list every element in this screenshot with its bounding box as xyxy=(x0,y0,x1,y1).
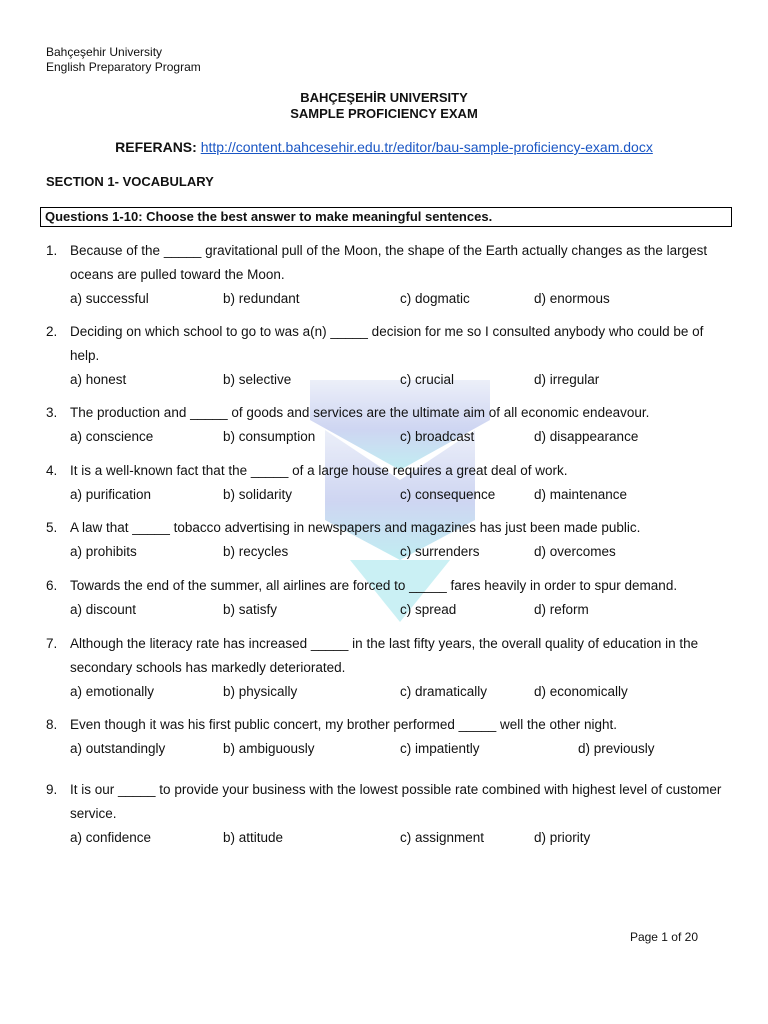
question-number: 2. xyxy=(46,324,58,339)
option-d: d) maintenance xyxy=(534,487,628,502)
option-d: d) reform xyxy=(534,602,589,617)
option-d: d) disappearance xyxy=(534,429,639,444)
question-1 xyxy=(46,239,736,311)
question-5 xyxy=(46,516,736,564)
option-a: a) prohibits xyxy=(70,544,137,559)
option-d: d) overcomes xyxy=(534,544,616,559)
option-c: c) consequence xyxy=(400,487,496,502)
question-text: Because of the _____ gravitational pull of the Moon, the shape of the Earth actually changes as the largest oceans are pulled toward the Moon. xyxy=(70,243,708,282)
section-title: SECTION 1- VOCABULARY xyxy=(46,174,214,189)
document-header xyxy=(46,45,201,75)
question-number: 5. xyxy=(46,520,58,535)
option-c: c) crucial xyxy=(400,372,455,387)
option-a: a) successful xyxy=(70,291,149,306)
question-number: 3. xyxy=(46,405,58,420)
question-3 xyxy=(46,401,736,449)
question-text: Even though it was his first public concert, my brother performed _____ well the other night. xyxy=(70,717,618,732)
question-2 xyxy=(46,320,736,392)
option-a: a) conscience xyxy=(70,429,154,444)
option-a: a) confidence xyxy=(70,830,152,845)
option-d: d) irregular xyxy=(534,372,600,387)
option-d: d) previously xyxy=(578,741,655,756)
question-number: 8. xyxy=(46,717,58,732)
question-number: 7. xyxy=(46,636,58,651)
option-c: c) surrenders xyxy=(400,544,480,559)
reference-link[interactable]: http://content.bahcesehir.edu.tr/editor/bau-sample-proficiency-exam.docx xyxy=(200,139,653,155)
option-d: d) economically xyxy=(534,684,628,699)
option-d: d) priority xyxy=(534,830,591,845)
instruction-box: Questions 1-10: Choose the best answer to make meaningful sentences. xyxy=(40,207,732,227)
option-b: b) ambiguously xyxy=(223,741,315,756)
option-b: b) recycles xyxy=(223,544,289,559)
page-number: Page 1 of 20 xyxy=(629,930,698,944)
option-a: a) honest xyxy=(70,372,127,387)
option-b: b) selective xyxy=(223,372,292,387)
question-number: 4. xyxy=(46,463,58,478)
question-number: 1. xyxy=(46,243,58,258)
option-b: b) redundant xyxy=(223,291,300,306)
question-text: It is a well-known fact that the _____ of a large house requires a great deal of work. xyxy=(70,463,568,478)
question-text: Deciding on which school to go to was a(n) _____ decision for me so I consulted anybody who could be of help. xyxy=(70,324,704,363)
option-a: a) emotionally xyxy=(70,684,155,699)
option-a: a) discount xyxy=(70,602,137,617)
option-c: c) impatiently xyxy=(400,741,480,756)
exam-title-block xyxy=(0,90,768,122)
question-text: The production and _____ of goods and services are the ultimate aim of all economic endeavour. xyxy=(70,405,650,420)
question-7 xyxy=(46,632,736,704)
question-text: Although the literacy rate has increased _____ in the last fifty years, the overall quality of education in the secondary schools has markedly deteriorated. xyxy=(70,636,699,675)
program-name: English Preparatory Program xyxy=(46,60,201,74)
option-c: c) dramatically xyxy=(400,684,488,699)
question-4 xyxy=(46,459,736,507)
option-c: c) spread xyxy=(400,602,457,617)
option-b: b) satisfy xyxy=(223,602,278,617)
reference-line xyxy=(0,139,768,155)
question-text: Towards the end of the summer, all airlines are forced to _____ fares heavily in order to spur demand. xyxy=(70,578,678,593)
option-b: b) physically xyxy=(223,684,298,699)
option-b: b) consumption xyxy=(223,429,316,444)
question-text: A law that _____ tobacco advertising in newspapers and magazines has just been made public. xyxy=(70,520,641,535)
question-9 xyxy=(46,778,736,850)
question-6 xyxy=(46,574,736,622)
question-text: It is our _____ to provide your business with the lowest possible rate combined with highest level of customer service. xyxy=(70,782,722,821)
option-c: c) broadcast xyxy=(400,429,475,444)
option-a: a) outstandingly xyxy=(70,741,166,756)
question-number: 9. xyxy=(46,782,58,797)
option-c: c) dogmatic xyxy=(400,291,470,306)
question-8 xyxy=(46,713,736,761)
institution-name: Bahçeşehir University xyxy=(46,45,163,59)
exam-title: SAMPLE PROFICIENCY EXAM xyxy=(290,106,478,121)
option-a: a) purification xyxy=(70,487,152,502)
university-title: BAHÇEŞEHİR UNIVERSITY xyxy=(300,90,468,105)
option-d: d) enormous xyxy=(534,291,610,306)
question-number: 6. xyxy=(46,578,58,593)
option-c: c) assignment xyxy=(400,830,485,845)
option-b: b) attitude xyxy=(223,830,284,845)
option-b: b) solidarity xyxy=(223,487,293,502)
reference-label: REFERANS: xyxy=(115,139,197,155)
